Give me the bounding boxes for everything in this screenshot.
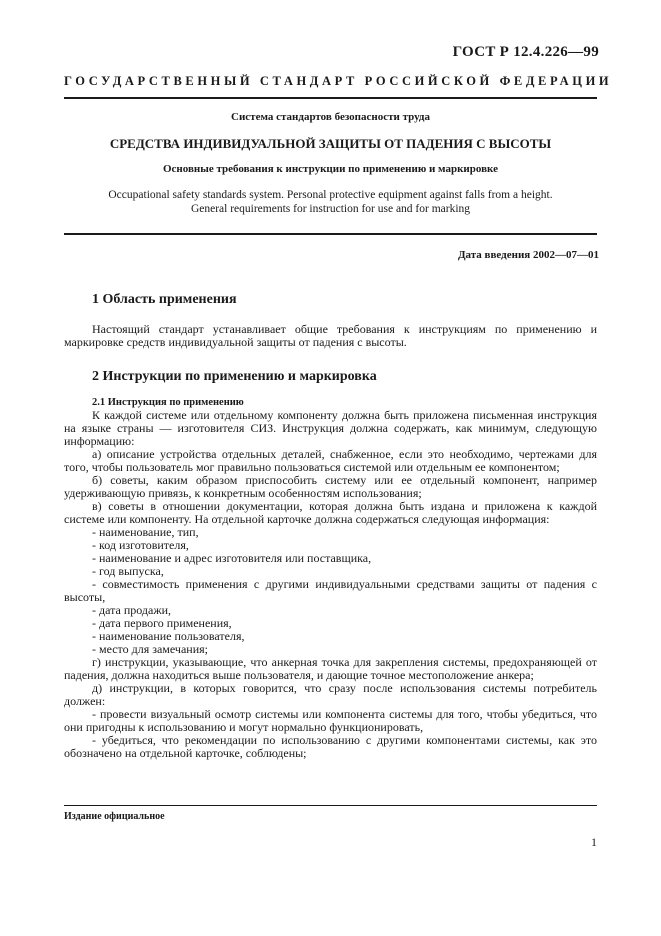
paragraph: д) инструкции, в которых говорится, что сразу после использования системы потребитель должен: — [64, 681, 597, 708]
list-item: - убедиться, что рекомендации по использованию с другими компонентами системы, как это обозначено на отдельной карточке, соблюдены; — [64, 733, 597, 760]
list-item: - провести визуальный осмотр системы или компонента системы для того, чтобы убедиться, что они пригодны к использованию и могут нормально функционировать, — [64, 707, 597, 734]
paragraph: б) советы, каким образом приспособить систему или ее отдельный компонент, например удерживающую привязь, к конкретным особенностям использования; — [64, 473, 597, 500]
section-2-heading: 2 Инструкции по применению и маркировка — [92, 369, 377, 384]
header-rule — [64, 97, 597, 99]
english-title-line-2: General requirements for instruction for use and for marking — [190, 203, 471, 215]
list-item: - год выпуска, — [92, 564, 164, 578]
paragraph: г) инструкции, указывающие, что анкерная точка для закрепления системы, предохраняющей от падения, должна находиться выше пользователя, и дающие точное местоположение анкера; — [64, 655, 597, 682]
list-item: - место для замечания; — [92, 642, 208, 656]
section-1-paragraph: Настоящий стандарт устанавливает общие требования к инструкциям по применению и маркировке средств индивидуальной защиты от падения с высоты. — [64, 322, 597, 349]
english-title-line-1: Occupational safety standards system. Personal protective equipment against falls from a height. — [108, 189, 553, 201]
list-item: - код изготовителя, — [92, 538, 189, 552]
footer-rule — [64, 805, 597, 806]
state-standard-header: ГОСУДАРСТВЕННЫЙ СТАНДАРТ РОССИЙСКОЙ ФЕДЕРАЦИИ — [64, 74, 613, 88]
english-title — [64, 188, 597, 216]
list-item: - дата первого применения, — [92, 616, 232, 630]
list-item: - дата продажи, — [92, 603, 172, 617]
introduction-date: Дата введения 2002—07—01 — [457, 249, 599, 261]
section-1-heading: 1 Область применения — [92, 292, 237, 307]
paragraph: в) советы в отношении документации, которая должна быть издана и приложена к каждой системе или компоненту. На отдельной карточке должна содержаться следующая информация: — [64, 499, 597, 526]
section-1-body — [64, 323, 597, 349]
page-number: 1 — [591, 835, 597, 849]
list-item: - наименование пользователя, — [92, 629, 245, 643]
paragraph: а) описание устройства отдельных деталей, снабженное, если это необходимо, чертежами для того, чтобы пользователь мог правильно пользоваться системой или отдельным ее компонентом; — [64, 447, 597, 474]
paragraph: К каждой системе или отдельному компоненту должна быть приложена письменная инструкция на языке страны — изготовителя СИЗ. Инструкция должна содержать, как минимум, следующую информацию: — [64, 408, 597, 448]
document-title: СРЕДСТВА ИНДИВИДУАЛЬНОЙ ЗАЩИТЫ ОТ ПАДЕНИЯ С ВЫСОТЫ — [109, 136, 552, 151]
standards-series: Система стандартов безопасности труда — [231, 111, 430, 123]
official-edition-label: Издание официальное — [64, 811, 165, 822]
document-code: ГОСТ Р 12.4.226—99 — [452, 44, 599, 60]
document-subtitle: Основные требования к инструкции по применению и маркировке — [162, 163, 499, 175]
subsection-2-1-heading: 2.1 Инструкция по применению — [92, 397, 244, 408]
section-2-body — [64, 396, 597, 760]
list-item: - наименование, тип, — [92, 525, 199, 539]
list-item: - совместимость применения с другими индивидуальными средствами защиты от падения с высоты, — [64, 577, 597, 604]
list-item: - наименование и адрес изготовителя или поставщика, — [92, 551, 372, 565]
title-rule — [64, 233, 597, 235]
